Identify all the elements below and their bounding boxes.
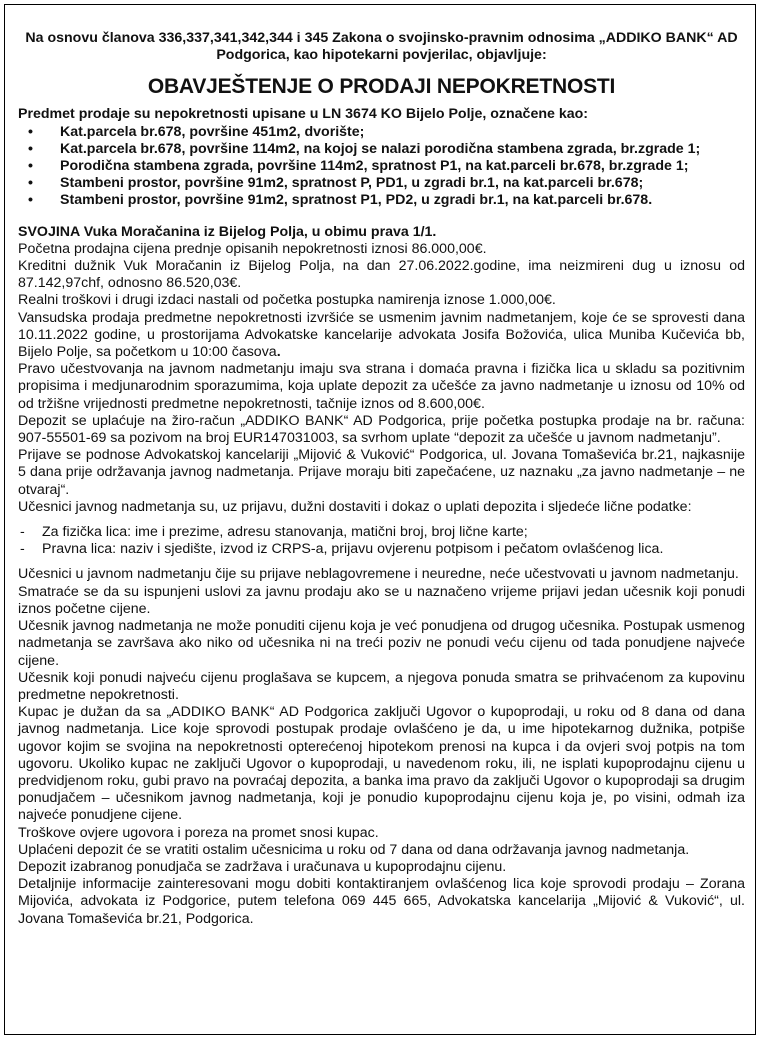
property-item: • Kat.parcela br.678, površine 451m2, dvorište; [18, 124, 745, 141]
required-data-list [18, 524, 745, 558]
ownership-line: SVOJINA Vuka Moračanina iz Bijelog Polja, u obimu prava 1/1. [18, 223, 437, 240]
required-data-item: - Za fizička lica: ime i prezime, adresu stanovanja, matični broj, broj lične karte; [18, 524, 745, 541]
participants-paragraph: Učesnici javnog nadmetanja su, uz prijavu, dužni dostaviti i dokaz o uplati depozita i sljedeće lične podatke: [18, 498, 692, 515]
subject-lead: Predmet prodaje su nepokretnosti upisane u LN 3674 KO Bijelo Polje, označene kao: [18, 106, 589, 123]
deposit-paragraph: Depozit se uplaćuje na žiro-račun „ADDIKO BANK“ AD Podgorica, prije početka postupka prodaje na br. računa: 907-55501-69 sa pozivom na broj EUR147031003, sa svrhom uplate “depozit za učešće u javnom nadmetanju”. [18, 412, 745, 447]
fees-paragraph: Troškove ovjere ugovora i poreza na promet snosi kupac. [18, 824, 379, 841]
intro-text: Na osnovu članova 336,337,341,342,344 i 345 Zakona o svojinsko-pravnim odnosima „ADDIKO BANK“ AD Podgorica, kao hipotekarni povjerilac, objavljuje: [25, 30, 738, 64]
contract-paragraph: Kupac je dužan da sa „ADDIKO BANK“ AD Podgorica zaključi Ugovor o kupoprodaji, u roku od 8 dana od dana javnog nadmetanja. Lice koje sprovodi postupak prodaje ovlašćeno je da, u ime hipotekarnog dužnika, potpiše ugovor kojim se svojina na nepokretnosti opterećenoj hipotekom prenosi na kupca i da ovjeri svoj potpis na tom ugovoru. Ukoliko kupac ne zaključi Ugovor o kupoprodaji, u navedenom roku, ili, ne isplati kupoprodajnu cijenu u predvidjenom roku, gubi pravo na povraćaj depozita, a banka ima pravo da zaključi Ugovor o kupoprodaji sa drugim ponudjačem – učesnikom javnog nadmetanja, koji je ponudio kupoprodajnu cijenu koja je, po visini, odmah iza najveće ponudjene cijene. [18, 704, 745, 824]
property-item: • Kat.parcela br.678, površine 114m2, na kojoj se nalazi porodična stambena zgrada, br.zgrade 1; [18, 141, 745, 158]
starting-price: Početna prodajna cijena prednje opisanih nepokretnosti iznosi 86.000,00€. [18, 240, 487, 257]
auction-end: . [276, 344, 281, 361]
property-item: • Stambeni prostor, površine 91m2, spratnost P, PD1, u zgradi br.1, na kat.parceli br.678; [18, 175, 745, 192]
debt-paragraph: Kreditni dužnik Vuk Moračanin iz Bijelog Polja, na dan 27.06.2022.godine, ima neizmireni dug u iznosu od 87.142,97chf, odnosno 86.520,03€. [18, 258, 745, 292]
sale-conditions: Smatraće se da su ispunjeni uslovi za javnu prodaju ako se u naznačeno vrijeme prijavi jedan učesnik koji ponudi iznos početne cijene. [18, 583, 745, 617]
participation-right: Pravo učestvovanja na javnom nadmetanju imaju sva strana i domaća pravna i fizička lica u skladu sa pozitivnim propisima i medjunarodnim sporazumima, koja uplate depozit za učešće za javno nadmetanje u iznosu od 10% od od tržišne vrijednosti predmetne nepokretnosti, tačnije iznos od 8.600,00€. [18, 361, 745, 412]
auction-paragraph [18, 310, 745, 362]
property-item: • Stambeni prostor, površine 91m2, spratnost P1, PD2, u zgradi br.1, na kat.parceli br.678. [18, 192, 745, 209]
property-list [18, 124, 745, 210]
notice-document [18, 30, 745, 928]
winner-paragraph: Učesnik koji ponudi najveću cijenu proglašava se kupcem, a njegova ponuda smatra se prihvaćenom za kupovinu predmetne nepokretnosti. [18, 669, 745, 703]
required-data-item: - Pravna lica: naziv i sjedište, izvod iz CRPS-a, prijavu ovjerenu potpisom i pečatom ovlašćenog lica. [18, 541, 745, 558]
late-applications: Učesnici u javnom nadmetanju čije su prijave neblagovremene i neuredne, neće učestvovati u javnom nadmetanju. [18, 566, 739, 583]
applications-paragraph: Prijave se podnose Advokatskoj kancelariji „Mijović & Vuković“ Podgorica, ul. Jovana Tomaševića br.21, najkasnije 5 dana prije održavanja javnog nadmetanja. Prijave moraju biti zapečaćene, uz naznaku „za javno nadmetanje – ne otvaraj“. [18, 447, 745, 498]
refund-paragraph: Uplaćeni depozit će se vratiti ostalim učesnicima u roku od 7 dana od dana održavanja javnog nadmetanja. [18, 841, 690, 858]
property-item: • Porodična stambena zgrada, površine 114m2, spratnost P1, na kat.parceli br.678, br.zgrade 1; [18, 158, 745, 175]
bidding-rules: Učesnik javnog nadmetanja ne može ponuditi cijenu koja je već ponudjena od drugog učesnika. Postupak usmenog nadmetanja se završava ako niko od učesnika ni na treći poziv ne ponudi veću cijenu od tada ponudjene najveće cijene. [18, 618, 745, 669]
retained-deposit: Depozit izabranog ponudjača se zadržava i uračunava u kupoprodajnu cijenu. [18, 858, 507, 875]
contact-info: Detaljnije informacije zainteresovani mogu dobiti kontaktiranjem ovlašćenog lica koje sprovodi prodaju – Zorana Mijovića, advokata iz Podgorice, putem telefona 069 445 665, Advokatska kancelarija „Mijović & Vuković“, ul. Jovana Tomaševića br.21, Podgorica. [18, 876, 745, 927]
auction-text: Vansudska prodaja predmetne nepokretnosti izvršiće se usmenim javnim nadmetanjem, koje će se sprovesti dana 10.11.2022 godine, u prostorijama Advokatske kancelarije advokata Josifa Božovića, ulica Muniba Kučevića bb, Bijelo Polje, sa početkom u 10:00 časova [18, 309, 745, 361]
notice-title: OBAVJEŠTENJE O PRODAJI NEPOKRETNOSTI [147, 75, 616, 99]
costs-paragraph: Realni troškovi i drugi izdaci nastali od početka postupka namirenja iznose 1.000,00€. [18, 292, 556, 309]
